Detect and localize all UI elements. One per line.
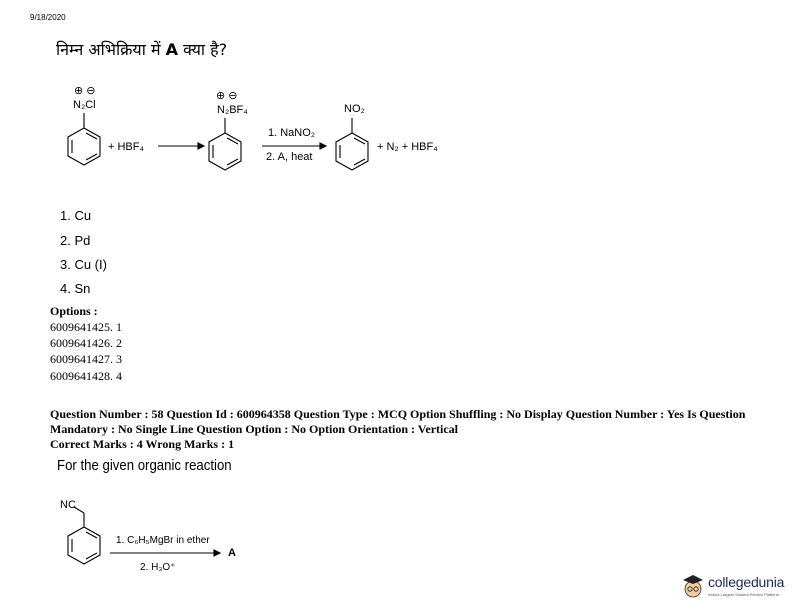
step-1-label: 1. NaNO₂ [268, 127, 316, 139]
print-date: 9/18/2020 [30, 13, 66, 22]
reagent-hbf4-label: + HBF₄ [108, 141, 144, 153]
question-bold-A: A [165, 40, 178, 59]
question-suffix: क्या है? [178, 40, 228, 59]
option-id-3: 6009641427. 3 [50, 352, 122, 366]
meta-line-1: Question Number : 58 Question Id : 600964358 Question Type : MCQ Option Shuffling : No Display Question Number : Yes Is Question [50, 407, 746, 421]
grignard-step-label: 1. C₆H₅MgBr in ether [116, 535, 210, 546]
byproducts-label: + N₂ + HBF₄ [377, 141, 438, 153]
diazonium-bf4-label: N₂BF₄ [217, 104, 248, 116]
nitro-group-label: NO₂ [344, 103, 365, 115]
logo-wordmark: collegedunia [708, 574, 785, 590]
choice-2: 2. Pd [60, 233, 91, 248]
hydrolysis-step-label: 2. H₃O⁺ [140, 562, 176, 573]
choice-1: 1. Cu [60, 208, 92, 223]
benzene-ring-1 [68, 128, 100, 165]
option-id-1: 6009641425. 1 [50, 320, 122, 334]
choice-3: 3. Cu (I) [60, 257, 107, 272]
question-58-prompt: For the given organic reaction [57, 457, 232, 474]
question-prefix: निम्न अभिक्रिया में [56, 40, 166, 59]
product-A-label: A [228, 547, 236, 559]
charge-label-1: ⊕ ⊖ [74, 85, 96, 97]
marks-line: Correct Marks : 4 Wrong Marks : 1 [50, 437, 235, 451]
step-2-label: 2. A, heat [266, 151, 313, 163]
question-58-meta [50, 407, 770, 452]
diazonium-chloride-label: N₂Cl [73, 99, 96, 111]
meta-line-2: Mandatory : No Single Line Question Option : No Option Orientation : Vertical [50, 422, 459, 436]
options-header: Options : [50, 304, 98, 318]
option-id-4: 6009641428. 4 [50, 369, 122, 383]
benzene-ring-2 [209, 133, 241, 170]
benzene-ring-4 [68, 527, 100, 564]
option-id-2: 6009641426. 2 [50, 336, 122, 350]
mascot-icon [680, 572, 706, 602]
nitrile-group-label: NC [60, 499, 76, 511]
benzene-ring-3 [336, 133, 368, 170]
choice-4: 4. Sn [60, 281, 91, 296]
logo-tagline: India's Largest Student Review Platform [708, 592, 780, 597]
charge-label-2: ⊕ ⊖ [216, 90, 238, 102]
collegedunia-logo [680, 572, 790, 606]
